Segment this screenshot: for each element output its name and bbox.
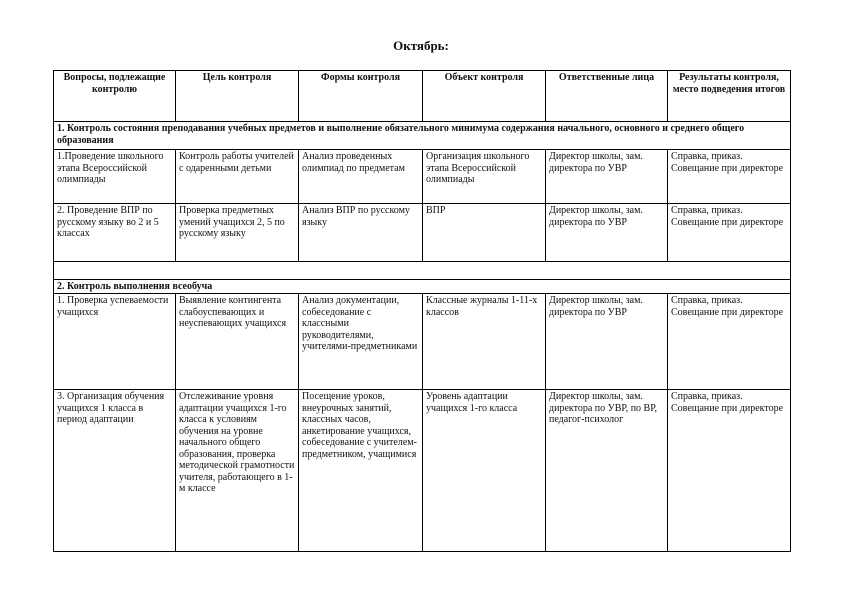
spacer-row (54, 262, 791, 280)
table-header-row (54, 71, 791, 122)
table-cell: Анализ документации, собеседование с классными руководителями, учителями-предметниками (299, 294, 423, 390)
table-cell: Директор школы, зам. директора по УВР, по ВР, педагог-психолог (546, 390, 668, 552)
table-cell: ВПР (423, 204, 546, 262)
column-header: Цель контроля (176, 71, 299, 122)
table-row (54, 390, 791, 552)
table-cell: Организация школьного этапа Всероссийской олимпиады (423, 150, 546, 204)
column-header: Вопросы, подлежащие контролю (54, 71, 176, 122)
column-header: Результаты контроля, место подведения итогов (668, 71, 791, 122)
table-cell: Анализ ВПР по русскому языку (299, 204, 423, 262)
page-title: Октябрь: (393, 38, 449, 53)
table-cell: Проверка предметных умений учащихся 2, 5 по русскому языку (176, 204, 299, 262)
section-title: 1. Контроль состояния преподавания учебных предметов и выполнение обязательного минимума содержания начального, основного и среднего общего образования (54, 122, 791, 150)
section-row (54, 122, 791, 150)
table-cell: Справка, приказ. Совещание при директоре (668, 390, 791, 552)
table-cell: Директор школы, зам. директора по УВР (546, 294, 668, 390)
table-cell: 3. Организация обучения учащихся 1 класса в период адаптации (54, 390, 176, 552)
table-cell: Анализ проведенных олимпиад по предметам (299, 150, 423, 204)
table-cell: Отслеживание уровня адаптации учащихся 1-го класса к условиям обучения на уровне начального общего образования, проверка методической грамотности учителя, работающего в 1-м классе (176, 390, 299, 552)
table-cell: Посещение уроков, внеурочных занятий, классных часов, анкетирование учащихся, собеседование с учителем-предметником, учащимися (299, 390, 423, 552)
section-row (54, 280, 791, 294)
column-header: Ответственные лица (546, 71, 668, 122)
table-cell: Классные журналы 1-11-х классов (423, 294, 546, 390)
table-cell: Уровень адаптации учащихся 1-го класса (423, 390, 546, 552)
control-plan-table (53, 70, 791, 552)
table-cell: Справка, приказ. Совещание при директоре (668, 294, 791, 390)
table-row (54, 150, 791, 204)
table-cell: 2. Проведение ВПР по русскому языку во 2 и 5 классах (54, 204, 176, 262)
table-cell: Директор школы, зам. директора по УВР (546, 204, 668, 262)
table-row (54, 204, 791, 262)
table-row (54, 294, 791, 390)
table-cell: Директор школы, зам. директора по УВР (546, 150, 668, 204)
column-header: Формы контроля (299, 71, 423, 122)
table-cell: Справка, приказ. Совещание при директоре (668, 150, 791, 204)
empty-cell (54, 262, 791, 280)
table-cell: 1.Проведение школьного этапа Всероссийской олимпиады (54, 150, 176, 204)
section-title: 2. Контроль выполнения всеобуча (54, 280, 791, 294)
table-cell: Контроль работы учителей с одаренными детьми (176, 150, 299, 204)
table-cell: 1. Проверка успеваемости учащихся (54, 294, 176, 390)
table-cell: Справка, приказ. Совещание при директоре (668, 204, 791, 262)
table-cell: Выявление контингента слабоуспевающих и неуспевающих учащихся (176, 294, 299, 390)
column-header: Объект контроля (423, 71, 546, 122)
